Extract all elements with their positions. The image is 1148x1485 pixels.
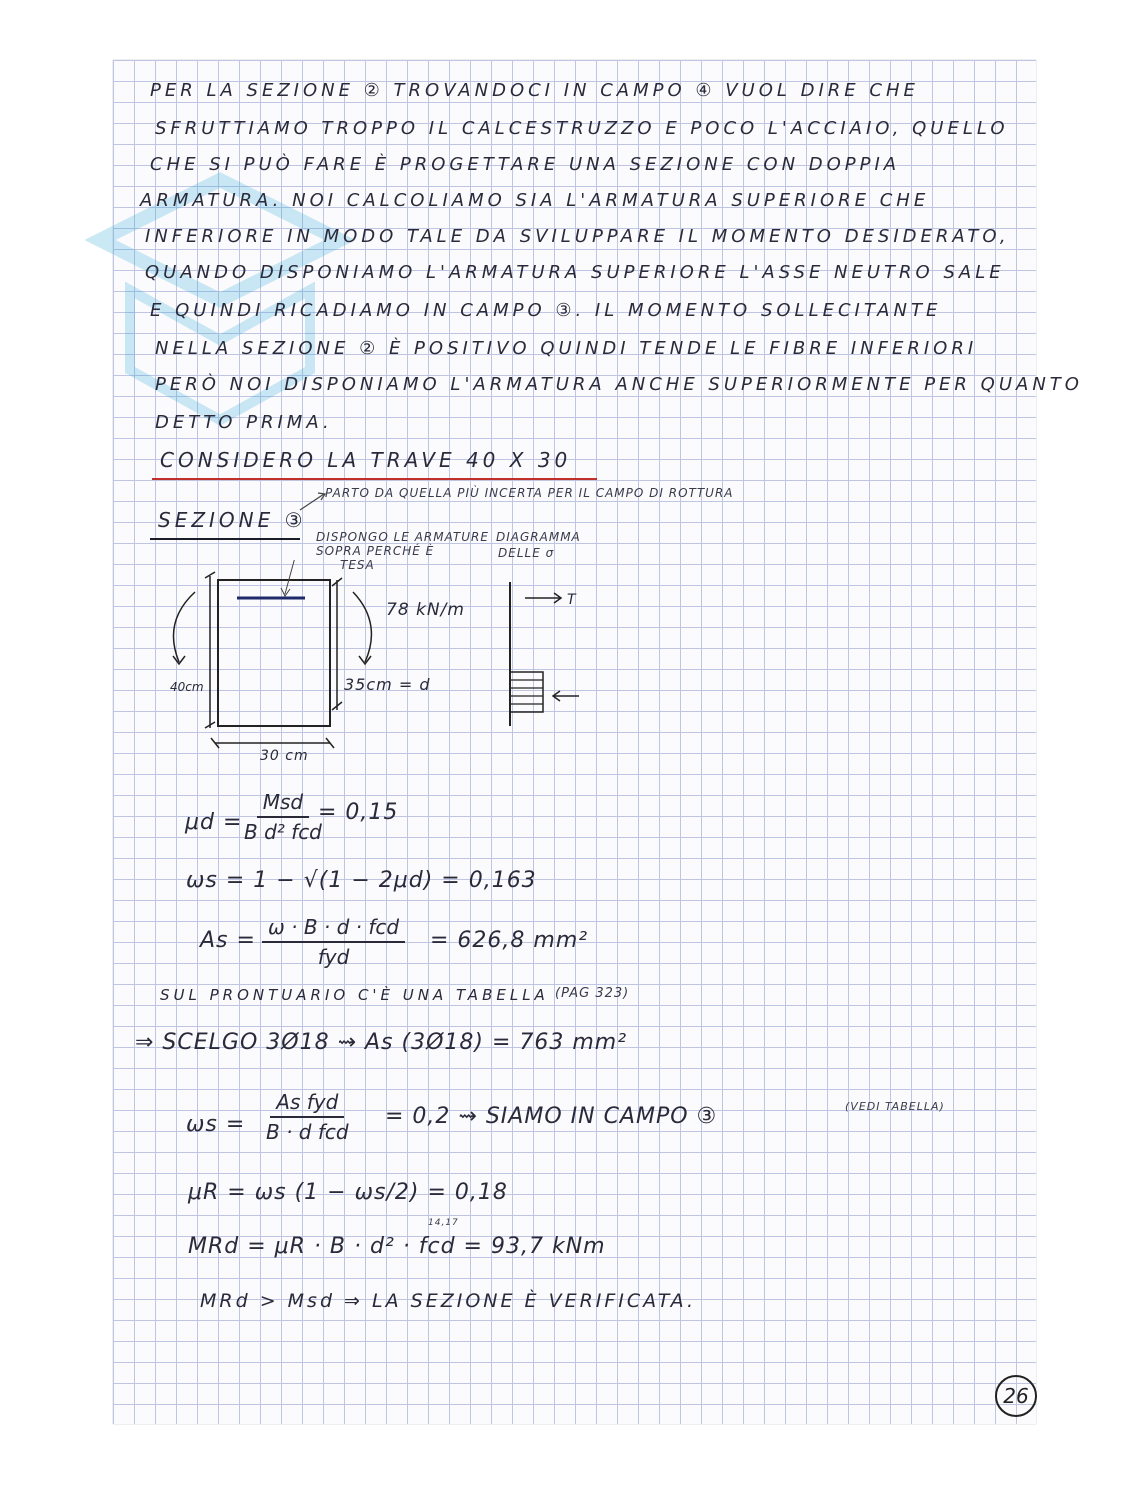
paragraph-line-9: PERÒ NOI DISPONIAMO L'ARMATURA ANCHE SUPERIORMENTE PER QUANTO — [155, 374, 1083, 395]
table-page-note: (PAG 323) — [555, 986, 630, 1001]
page-number: 26 — [995, 1375, 1037, 1417]
omega-s2-lhs: ωs = — [186, 1112, 246, 1137]
paragraph-line-2: SFRUTTIAMO TROPPO IL CALCESTRUZZO E POCO L'ACCIAIO, QUELLO — [155, 118, 1009, 139]
paragraph-line-6: QUANDO DISPONIAMO L'ARMATURA SUPERIORE L'ASSE NEUTRO SALE — [145, 262, 1005, 283]
mu-d-denominator: B d² fcd — [244, 820, 322, 844]
arrow-icon — [298, 490, 328, 512]
omega-s2-numerator: As fyd — [270, 1090, 344, 1118]
stress-note-1: DIAGRAMMA — [496, 530, 581, 544]
table-note: SUL PRONTUARIO C'È UNA TABELLA — [160, 986, 549, 1004]
as-lhs: As = — [200, 928, 256, 953]
paragraph-line-8: NELLA SEZIONE ② È POSITIVO QUINDI TENDE LE FIBRE INFERIORI — [155, 338, 978, 359]
rebar-note-3: TESA — [340, 558, 375, 572]
mu-d-fraction — [238, 790, 328, 844]
paragraph-line-3: CHE SI PUÒ FARE È PROGETTARE UNA SEZIONE CON DOPPIA — [150, 154, 901, 175]
section-underline — [150, 538, 300, 540]
section-rectangle — [218, 580, 330, 726]
rebar-note-1: DISPONGO LE ARMATURE — [316, 530, 489, 544]
omega-s-equation: ωs = 1 − √(1 − 2μd) = 0,163 — [186, 868, 537, 893]
mu-r-equation: μR = ωs (1 − ωs/2) = 0,18 — [188, 1180, 508, 1205]
paragraph-line-1: PER LA SEZIONE ② TROVANDOCI IN CAMPO ④ VUOL DIRE CHE — [150, 80, 919, 101]
title-underline — [152, 478, 597, 480]
moment-label: 78 kN/m — [386, 600, 465, 620]
paragraph-line-4: ARMATURA. NOI CALCOLIAMO SIA L'ARMATURA SUPERIORE CHE — [140, 190, 930, 211]
fcd-note: 14,17 — [428, 1218, 459, 1228]
rebar-note-2: SOPRA PERCHÉ È — [316, 544, 435, 558]
as-numerator: ω · B · d · fcd — [262, 915, 405, 943]
beam-section-diagram — [165, 560, 615, 770]
stress-note-2: DELLE σ — [498, 546, 555, 560]
omega-s2-denominator: B · d fcd — [266, 1120, 349, 1144]
as-value: = 626,8 mm² — [430, 928, 589, 953]
paragraph-line-5: INFERIORE IN MODO TALE DA SVILUPPARE IL MOMENTO DESIDERATO, — [145, 226, 1010, 247]
rebar-choice: ⇒ SCELGO 3Ø18 ⇝ As (3Ø18) = 763 mm² — [135, 1030, 628, 1055]
see-table-note: (VEDI TABELLA) — [845, 1100, 945, 1113]
mrd-equation: MRd = μR · B · d² · fcd = 93,7 kNm — [188, 1234, 606, 1259]
tension-label: T — [567, 592, 576, 608]
section-heading: SEZIONE ③ — [158, 508, 307, 532]
width-label: 30 cm — [260, 748, 309, 764]
paragraph-line-7: E QUINDI RICADIAMO IN CAMPO ③. IL MOMENTO SOLLECITANTE — [150, 300, 942, 321]
mu-d-value: = 0,15 — [318, 800, 399, 825]
verification-conclusion: MRd > Msd ⇒ LA SEZIONE È VERIFICATA. — [200, 1290, 697, 1312]
section-note: PARTO DA QUELLA PIÙ INCERTA PER IL CAMPO DI ROTTURA — [325, 486, 734, 500]
as-denominator: fyd — [317, 945, 350, 969]
depth-label: 35cm = d — [344, 675, 431, 694]
omega-s2-value: = 0,2 ⇝ SIAMO IN CAMPO ③ — [385, 1104, 718, 1129]
mu-d-lhs: μd = — [185, 810, 243, 835]
as-fraction — [262, 915, 405, 969]
beam-title: CONSIDERO LA TRAVE 40 X 30 — [160, 448, 572, 472]
height-label: 40cm — [170, 680, 204, 694]
mu-d-numerator: Msd — [257, 790, 309, 818]
omega-s2-fraction — [260, 1090, 355, 1144]
paragraph-line-10: DETTO PRIMA. — [155, 412, 333, 433]
